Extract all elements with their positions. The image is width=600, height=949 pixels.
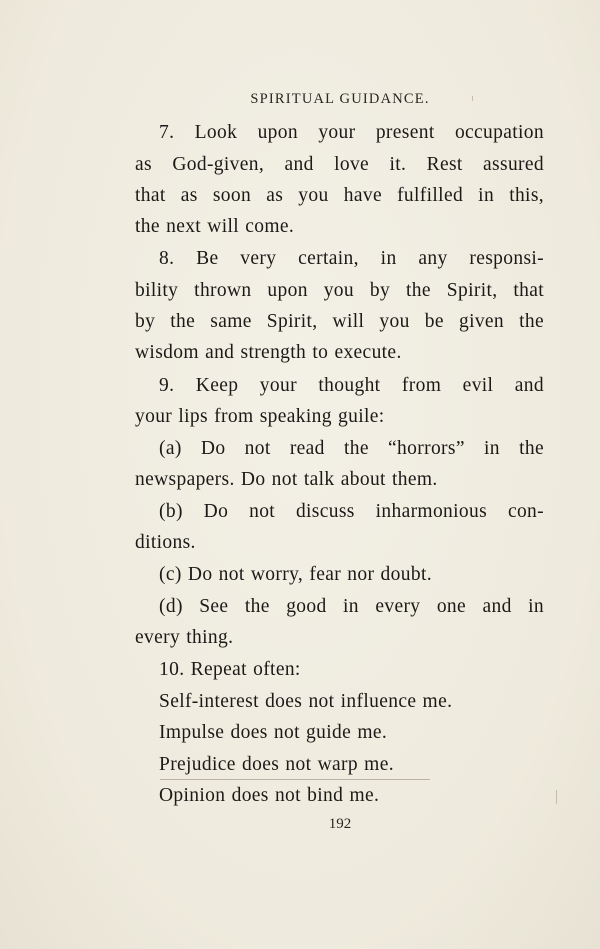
item-9a-line-1: (a) Do not read the “horrors” in the [159,438,544,459]
page-number: 192 [328,816,352,832]
item-9d-line-1: (d) See the good in every one and in [159,596,544,617]
item-9b-line-2: ditions. [135,532,196,553]
item-7-line-2: as God-given, and love it. Rest assured [135,154,544,175]
item-7-line-4: the next will come. [135,216,295,237]
item-8-line-2: bility thrown upon you by the Spirit, that [135,280,544,301]
item-8-line-3: by the same Spirit, will you be given the [135,311,544,332]
item-9a-line-2: newspapers. Do not talk about them. [135,469,438,490]
faint-underline-rule [160,779,430,780]
running-head: SPIRITUAL GUIDANCE. [250,91,430,107]
item-10-line-1: 10. Repeat often: [159,659,301,680]
item-8-line-1: 8. Be very certain, in any responsi- [159,248,544,269]
item-7-line-1: 7. Look upon your present occupation [159,122,544,143]
item-9-line-1: 9. Keep your thought from evil and [159,375,544,396]
item-8-line-4: wisdom and strength to execute. [135,342,402,363]
item-7-line-3: that as soon as you have fulfilled in this, [135,185,544,206]
item-9-line-2: your lips from speaking guile: [135,406,385,427]
item-9b-line-1: (b) Do not discuss inharmonious con- [159,501,544,522]
faint-margin-mark-lower [556,790,557,804]
affirmation-1: Self-interest does not influence me. [159,691,453,712]
item-9d-line-2: every thing. [135,627,234,648]
affirmation-4: Opinion does not bind me. [159,785,380,806]
faint-margin-mark [472,96,473,101]
affirmation-2: Impulse does not guide me. [159,722,388,743]
affirmation-3: Prejudice does not warp me. [159,754,394,775]
item-9c-line-1: (c) Do not worry, fear nor doubt. [159,564,432,585]
